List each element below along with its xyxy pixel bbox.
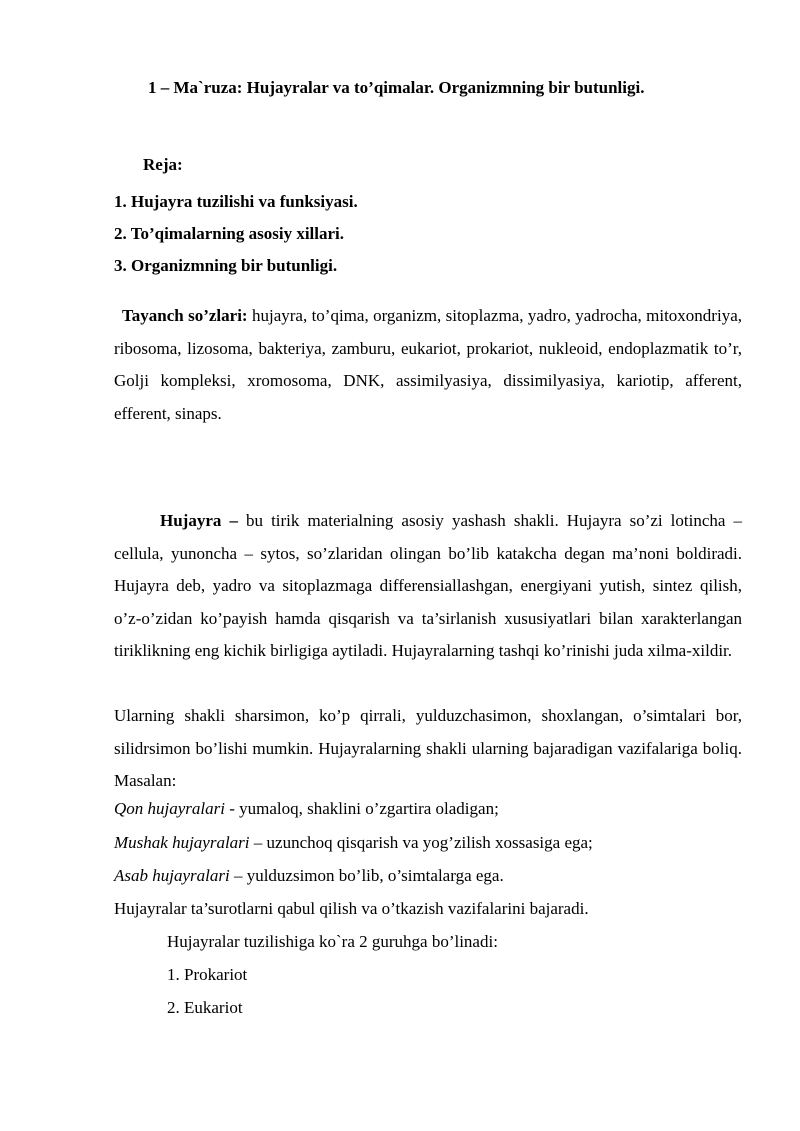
keywords-text: hujayra, to’qima, organizm, sitoplazma, yadro, yadrocha, mitoxondriya, ribosoma, lizosoma, bakteriya, zamburu, eukariot, prokariot, nukleoid, endoplazmatik to’r, Golji kompleksi, xromosoma, DNK, assimilyasiya, dissimilyasiya, kariotip, afferent, efferent, sinaps. (114, 306, 742, 423)
keywords-paragraph (114, 300, 742, 430)
cell-definition-text: bu tirik materialning asosiy yashash shakli. Hujayra so’zi lotincha – cellula, yunoncha – sytos, so’zlaridan olingan bo’lib katakcha degan ma’noni boldiradi. Hujayra deb, yadro va sitoplazmaga differensiallashgan, energiyani yutish, sintez qilish, o’z-o’zidan ko’payish hamda qisqarish va ta’sirlanish xususiyatlari bilan xarakterlangan tiriklikning eng kichik birligiga aytiladi. Hujayralarning tashqi ko’rinishi juda xilma-xildir. (114, 511, 743, 660)
example-text: – uzunchoq qisqarish va yog’zilish xossasiga ega; (249, 833, 593, 852)
example-line (114, 866, 504, 886)
cell-term: Hujayra – (160, 511, 238, 530)
plan-item: 1. Hujayra tuzilishi va funksiyasi. (114, 192, 358, 211)
example-term: Mushak hujayralari (114, 833, 250, 852)
example-term: Asab hujayralari (114, 866, 230, 885)
function-text: Hujayralar ta’surotlarni qabul qilish va o’tkazish vazifalarini bajaradi. (114, 899, 589, 918)
group-item: 2. Eukariot (167, 998, 243, 1017)
cell-definition-paragraph (114, 505, 742, 668)
lecture-title: 1 – Ma`ruza: Hujayralar va to’qimalar. Organizmning bir butunligi. (148, 78, 645, 97)
example-text: – yulduzsimon bo’lib, o’simtalarga ega. (229, 866, 504, 885)
keywords-label: Tayanch so’zlari: (122, 306, 248, 325)
example-line (114, 799, 499, 819)
example-term: Qon hujayralari (114, 799, 225, 818)
plan-heading: Reja: (143, 155, 183, 174)
example-line (114, 833, 593, 853)
plan-item: 3. Organizmning bir butunligi. (114, 256, 338, 275)
group-item: 1. Prokariot (167, 965, 248, 984)
cell-shape-paragraph: Ularning shakli sharsimon, ko’p qirrali, yulduzchasimon, shoxlangan, o’simtalari bor, silidrsimon bo’lishi mumkin. Hujayralarning shakli ularning bajaradigan vazifalariga boliq. Masalan: (114, 706, 742, 790)
groups-intro: Hujayralar tuzilishiga ko`ra 2 guruhga bo’linadi: (167, 932, 498, 951)
plan-item: 2. To’qimalarning asosiy xillari. (114, 224, 345, 243)
example-text: - yumaloq, shaklini o’zgartira oladigan; (224, 799, 499, 818)
plan-list (114, 186, 754, 282)
